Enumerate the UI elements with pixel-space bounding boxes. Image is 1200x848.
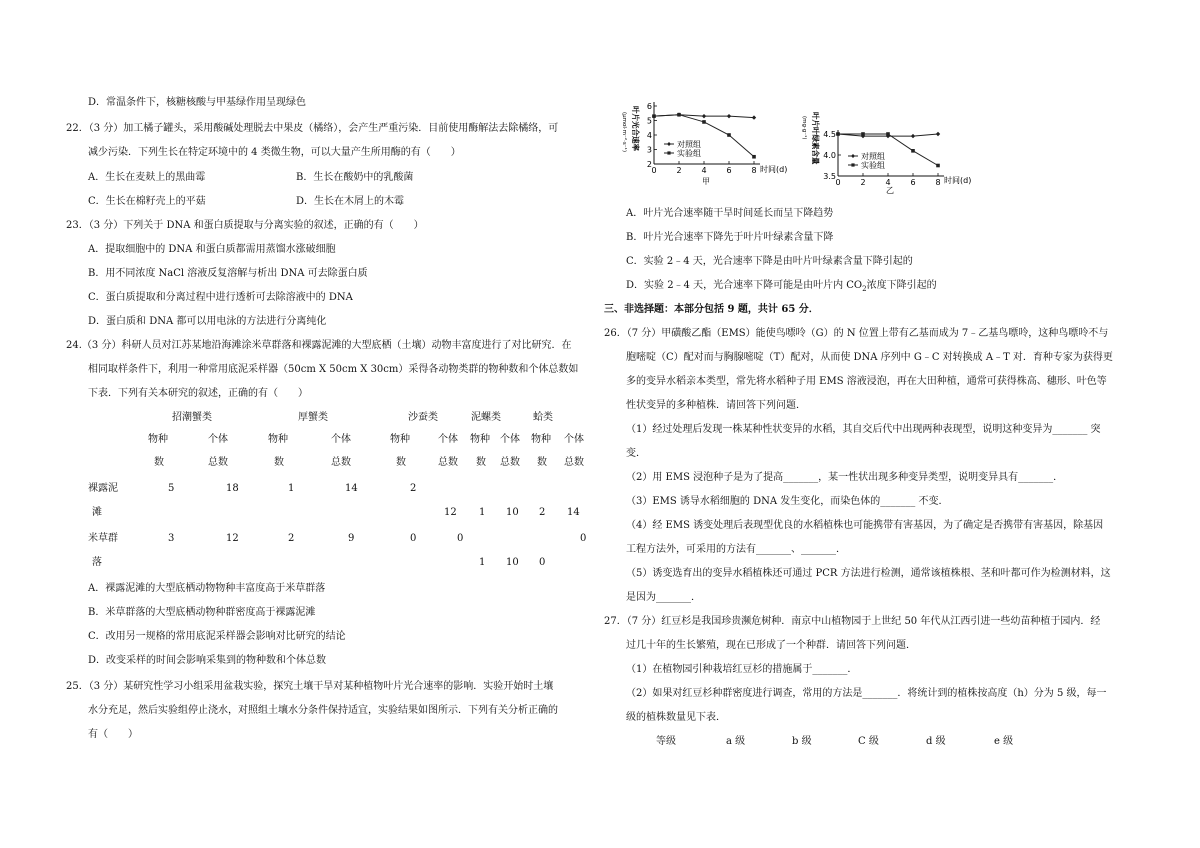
table-subheader: 物种	[531, 434, 551, 445]
table-subheader: 个体	[331, 434, 351, 445]
q23-option-d: D．蛋白质和 DNA 都可以用电泳的方法进行分离纯化	[88, 316, 327, 327]
table-cell: 2	[288, 533, 295, 544]
q26-part2: （2）用 EMS 浸泡种子是为了提高_______，某一性状出现多种变异类型，说明变异具有_______．	[626, 472, 1064, 483]
table-row-label: 米草群	[88, 533, 118, 544]
table-subheader: 物种	[268, 434, 288, 445]
q25-option-d-text-end: 浓度下降引起的	[866, 280, 937, 291]
q22-stem-line1: 22．（3 分）加工橘子罐头，采用酸碱处理脱去中果皮（橘络），会产生严重污染．目前使用酶解法去除橘络，可	[66, 123, 559, 134]
chart-yi-yunit: (mg·g⁻¹)	[801, 116, 807, 140]
table-subheader: 总数	[208, 457, 228, 468]
q26-part1-line1: （1）经过处理后发现一株某种性状变异的水稻，其自交后代中出现两种表现型，说明这种变异为_______ 突	[626, 424, 1101, 435]
q24-option-b: B．米草群落的大型底栖动物种群密度高于裸露泥滩	[88, 607, 316, 618]
y-tick-label: 4	[646, 131, 652, 140]
grade-header-cell: e 级	[994, 736, 1014, 747]
y-tick-label: 4.0	[823, 151, 836, 160]
table-cell: 12	[444, 507, 457, 518]
grade-header-cell: a 级	[726, 736, 746, 747]
table-subheader: 总数	[331, 457, 351, 468]
chart-yi-xtitle: 时间(d)	[944, 176, 972, 185]
table-row-label: 滩	[92, 507, 102, 518]
y-tick-label: 5	[646, 116, 652, 126]
data-point-experiment	[727, 133, 731, 137]
q21-option-d: D．常温条件下，核糖核酸与甲基绿作用呈现绿色	[88, 97, 307, 108]
table-cell: 0	[410, 533, 417, 544]
legend-marker-experiment	[851, 163, 854, 166]
q26-part1-line2: 变．	[626, 448, 646, 459]
legend-marker-experiment	[667, 151, 670, 154]
q25-option-d-subscript: 2	[862, 285, 867, 293]
q27-stem-line2: 过几十年的生长繁殖，现在已形成了一个种群．请回答下列问题．	[626, 640, 916, 651]
table-subheader: 数	[476, 457, 486, 468]
q26-part3: （3）EMS 诱导水稻细胞的 DNA 发生变化，而染色体的_______ 不变．	[626, 496, 949, 507]
q25-option-b: B．叶片光合速率下降先于叶片叶绿素含量下降	[626, 232, 834, 243]
q25-stem-line1: 25．（3 分）某研究性学习小组采用盆栽实验，探究土壤干旱对某种植物叶片光合速率的影响．实验开始时土壤	[66, 681, 554, 692]
table-subheader: 个体	[208, 434, 228, 445]
table-group-header: 沙蚕类	[408, 412, 438, 423]
table-cell: 5	[168, 483, 175, 494]
table-cell: 10	[506, 557, 519, 568]
q26-part5-line2: 是因为_______．	[626, 592, 701, 603]
q23-option-b: B．用不同浓度 NaCl 溶液反复溶解与析出 DNA 可去除蛋白质	[88, 268, 368, 279]
data-point-control	[752, 115, 756, 119]
x-tick-label: 8	[751, 166, 757, 175]
chart-jia-yunit: (μmol·m⁻²·s⁻¹)	[621, 112, 627, 152]
q22-option-a: A．生长在麦麸上的黑曲霉	[88, 172, 206, 183]
table-subheader: 物种	[470, 434, 490, 445]
legend-marker-control	[851, 154, 855, 158]
table-subheader: 个体	[500, 434, 520, 445]
table-row-label: 落	[92, 557, 102, 568]
table-subheader: 总数	[564, 457, 584, 468]
legend-label: 对照组	[861, 152, 885, 161]
grade-header-cell: C 级	[858, 736, 879, 747]
table-subheader: 个体	[564, 434, 584, 445]
q24-option-d: D．改变采样的时间会影响采集到的物种数和个体总数	[88, 655, 327, 666]
q26-stem-line1: 26．（7 分）甲磺酸乙酯（EMS）能使鸟嘌呤（G）的 N 位置上带有乙基而成为 7﹣乙基鸟嘌呤，这种鸟嘌呤不与	[604, 328, 1109, 339]
data-point-control	[936, 132, 940, 136]
q24-option-c: C．改用另一规格的常用底泥采样器会影响对比研究的结论	[88, 631, 346, 642]
table-group-header: 泥螺类	[471, 412, 501, 423]
q22-stem-line2: 减少污染．下列生长在特定环境中的 4 类微生物，可以大量产生所用酶的有（ ）	[88, 147, 461, 158]
y-tick-label: 3.5	[823, 172, 836, 181]
data-point-experiment	[861, 132, 865, 136]
table-subheader: 总数	[500, 457, 520, 468]
table-subheader: 总数	[438, 457, 458, 468]
data-point-experiment	[836, 132, 840, 136]
x-tick-label: 2	[860, 178, 866, 187]
x-tick-label: 0	[835, 178, 841, 187]
table-subheader: 数	[537, 457, 547, 468]
table-cell: 0	[539, 557, 546, 568]
table-cell: 1	[479, 557, 486, 568]
data-point-control	[727, 114, 731, 118]
table-row-label: 裸露泥	[88, 483, 118, 494]
x-tick-label: 2	[676, 166, 682, 175]
legend-label: 实验组	[861, 161, 885, 170]
q22-option-c: C．生长在棉籽壳上的平菇	[88, 196, 206, 207]
legend-label: 对照组	[677, 140, 701, 149]
q24-stem-line1: 24.（3 分）科研人员对江苏某地沿海滩涂米草群落和裸露泥滩的大型底栖（土壤）动物丰富度进行了对比研究．在	[66, 340, 572, 351]
q25-option-d-text: D．实验 2﹣4 天，光合速率下降可能是由叶片内 CO	[626, 280, 863, 291]
legend-marker-control	[667, 142, 671, 146]
data-point-control	[911, 134, 915, 138]
q24-stem-line2: 相同取样条件下，利用一种常用底泥采样器（50cm X 50cm X 30cm）采得各动物类群的物种数和个体总数如	[88, 364, 579, 375]
table-subheader: 个体	[438, 434, 458, 445]
q22-option-b: B．生长在酸奶中的乳酸菌	[296, 172, 414, 183]
table-cell: 1	[288, 483, 295, 494]
table-subheader: 物种	[390, 434, 410, 445]
chart-yi-ylabel: 叶片叶绿素含量	[811, 112, 820, 165]
q26-part4-line1: （4）经 EMS 诱变处理后表现型优良的水稻植株也可能携带有害基因，为了确定是否携带有害基因，除基因	[626, 520, 1104, 531]
table-group-header: 蛤类	[533, 412, 553, 423]
data-point-experiment	[936, 164, 940, 168]
x-tick-label: 8	[935, 178, 941, 187]
grade-header-cell: 等级	[656, 736, 676, 747]
section-3-heading: 三、非选择题：本部分包括 9 题，共计 65 分．	[604, 304, 819, 315]
q23-option-a: A．提取细胞中的 DNA 和蛋白质都需用蒸馏水涨破细胞	[88, 244, 336, 255]
q23-option-c: C．蛋白质提取和分离过程中进行透析可去除溶液中的 DNA	[88, 292, 353, 303]
y-tick-label: 4.5	[823, 130, 836, 139]
chart-jia-xtitle: 时间(d)	[760, 165, 788, 174]
q26-stem-line4: 性状变异的多种植株．请回答下列问题．	[626, 400, 806, 411]
table-cell: 3	[168, 533, 175, 544]
data-point-experiment	[911, 149, 915, 153]
data-point-experiment	[652, 114, 656, 118]
q26-stem-line3: 多的变异水稻亲本类型，常先将水稻种子用 EMS 溶液浸泡，再在大田种植，通常可获得株高、穗形、叶色等	[626, 376, 1107, 387]
x-tick-label: 6	[910, 178, 916, 187]
table-cell: 12	[226, 533, 239, 544]
q26-part5-line1: （5）诱变选育出的变异水稻植株还可通过 PCR 方法进行检测，通常该植株根、茎和叶都可作为检测材料，这	[626, 568, 1111, 579]
chart-jia-ylabel: 叶片光合速率	[631, 106, 640, 151]
series-line	[838, 134, 938, 166]
q26-part4-line2: 工程方法外，可采用的方法有_______、_______．	[626, 544, 846, 555]
chart-jia-caption: 甲	[702, 177, 710, 186]
q22-option-d: D．生长在木屑上的木霉	[296, 196, 405, 207]
q25-option-d	[626, 279, 937, 296]
data-point-experiment	[677, 113, 681, 117]
q25-option-a: A．叶片光合速率随干旱时间延长而呈下降趋势	[626, 208, 834, 219]
data-point-experiment	[886, 132, 890, 136]
chart-jia	[621, 98, 794, 190]
x-tick-label: 6	[726, 166, 732, 175]
table-subheader: 数	[274, 457, 284, 468]
y-tick-label: 3	[646, 145, 652, 155]
x-tick-label: 0	[651, 166, 657, 175]
table-cell: 14	[345, 483, 358, 494]
q25-stem-line2: 水分充足，然后实验组停止浇水，对照组土壤水分条件保持适宜，实验结果如图所示．下列有关分析正确的	[88, 705, 558, 716]
q27-part1: （1）在植物园引种栽培红豆杉的措施属于_______．	[626, 664, 858, 675]
data-point-control	[702, 114, 706, 118]
q27-stem-line1: 27．（7 分）红豆杉是我国珍贵濒危树种．南京中山植物园于上世纪 50 年代从江西引进一些幼苗种植于园内．经	[604, 616, 1101, 627]
data-point-experiment	[752, 155, 756, 159]
q25-option-c: C．实验 2﹣4 天，光合速率下降是由叶片叶绿素含量下降引起的	[626, 256, 913, 267]
table-subheader: 数	[396, 457, 406, 468]
table-cell: 1	[479, 507, 486, 518]
q27-part2-line2: 级的植株数量见下表．	[626, 712, 726, 723]
data-point-experiment	[702, 120, 706, 124]
q24-stem-line3: 下表．下列有关本研究的叙述，正确的有（ ）	[88, 388, 308, 399]
chart-yi-caption: 乙	[886, 186, 894, 195]
table-cell: 2	[539, 507, 546, 518]
y-tick-label: 2	[646, 160, 652, 169]
q23-stem: 23．（3 分）下列关于 DNA 和蛋白质提取与分离实验的叙述，正确的有（ ）	[66, 220, 424, 231]
table-cell: 18	[226, 483, 239, 494]
grade-header-cell: d 级	[926, 736, 946, 747]
y-tick-label: 6	[646, 102, 652, 111]
x-tick-label: 4	[885, 178, 891, 187]
table-subheader: 数	[154, 457, 164, 468]
table-group-header: 厚蟹类	[298, 412, 328, 423]
x-tick-label: 4	[701, 166, 707, 175]
table-cell: 14	[567, 507, 580, 518]
table-cell: 0	[580, 533, 587, 544]
table-cell: 9	[348, 533, 355, 544]
table-subheader: 物种	[148, 434, 168, 445]
table-group-header: 招潮蟹类	[172, 412, 212, 423]
q27-part2-line1: （2）如果对红豆杉种群密度进行调查，常用的方法是_______．将统计到的植株按高度（h）分为 5 级，每一	[626, 688, 1107, 699]
q24-option-a: A．裸露泥滩的大型底栖动物物种丰富度高于米草群落	[88, 583, 326, 594]
table-cell: 2	[410, 483, 417, 494]
table-cell: 0	[457, 533, 464, 544]
grade-header-cell: b 级	[792, 736, 812, 747]
q26-stem-line2: 胞嘧啶（C）配对而与胸腺嘧啶（T）配对，从而使 DNA 序列中 G﹣C 对转换成 A﹣T 对．育种专家为获得更	[626, 352, 1113, 363]
chart-yi	[801, 98, 984, 196]
legend-label: 实验组	[677, 149, 701, 158]
q25-stem-line3: 有（ ）	[88, 729, 138, 740]
table-cell: 10	[506, 507, 519, 518]
